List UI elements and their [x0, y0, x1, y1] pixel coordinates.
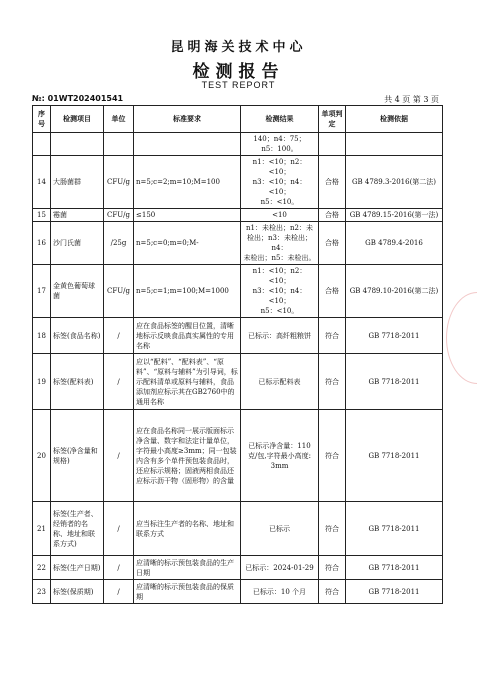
row-item: 标签(配料表) [51, 354, 104, 410]
row-no: 17 [33, 265, 51, 318]
header-unit: 单位 [104, 106, 134, 133]
row-unit: / [104, 354, 134, 410]
row-judgement: 符合 [319, 580, 346, 604]
header-no: 序号 [33, 106, 51, 133]
row-requirement: 应清晰的标示预包装食品的保质期 [134, 580, 241, 604]
table-row [33, 265, 443, 318]
row-no: 15 [33, 209, 51, 222]
header-item: 检测项目 [51, 106, 104, 133]
row-requirement: n=5;c=0;m=0;M- [134, 222, 241, 265]
row-basis: GB 4789.3-2016(第二法) [346, 156, 443, 209]
row-judgement: 合格 [319, 265, 346, 318]
page-info: 共 4 页 第 3 页 [384, 95, 439, 104]
row-item: 标签(保质期) [51, 580, 104, 604]
row-judgement: 符合 [319, 502, 346, 556]
row-unit: / [104, 410, 134, 502]
row-item: 标签(食品名称) [51, 318, 104, 354]
row-unit: /25g [104, 222, 134, 265]
row-item: 大肠菌群 [51, 156, 104, 209]
row-basis: GB 7718-2011 [346, 556, 443, 580]
row-no: 20 [33, 410, 51, 502]
row-judgement: 符合 [319, 410, 346, 502]
row-unit: CFU/g [104, 209, 134, 222]
row-requirement: 应当标注生产者的名称、地址和联系方式 [134, 502, 241, 556]
row-unit: / [104, 556, 134, 580]
row-no: 22 [33, 556, 51, 580]
header-result: 检测结果 [241, 106, 319, 133]
row-no: 23 [33, 580, 51, 604]
table-row [33, 222, 443, 265]
row-judgement: 符合 [319, 556, 346, 580]
row-no: 18 [33, 318, 51, 354]
report-title-english: TEST REPORT [201, 80, 276, 90]
test-results-table [32, 105, 443, 604]
carry-over-result: 140；n4：75； n5：100。 [241, 133, 319, 156]
table-row [33, 156, 443, 209]
row-unit: / [104, 318, 134, 354]
row-result: 已标示：2024-01-29 [241, 556, 319, 580]
row-requirement: 应以“配料”、“配料表”、“原料”、“原料与辅料”为引导词，标示配料清单或原料与辅料，食品添加剂应标示其在GB2760中的通用名称 [134, 354, 241, 410]
row-no: 19 [33, 354, 51, 410]
table-row [33, 318, 443, 354]
organization-name: 昆明海关技术中心 [170, 40, 307, 55]
row-judgement: 合格 [319, 209, 346, 222]
table-row [33, 580, 443, 604]
row-unit: / [104, 580, 134, 604]
row-item: 标签(净含量和规格) [51, 410, 104, 502]
table-row-carry-over [33, 133, 443, 156]
table-row [33, 556, 443, 580]
row-result: 已标示净含量：110 克/包,字符最小高度: 3mm [241, 410, 319, 502]
header-requirement: 标准要求 [134, 106, 241, 133]
row-requirement: 应在食品标签的醒目位置，清晰地标示反映食品真实属性的专用名称 [134, 318, 241, 354]
row-basis: GB 7718-2011 [346, 502, 443, 556]
row-no: 14 [33, 156, 51, 209]
row-item: 沙门氏菌 [51, 222, 104, 265]
row-result: <10 [241, 209, 319, 222]
table-row [33, 209, 443, 222]
row-judgement: 合格 [319, 156, 346, 209]
row-item: 金黄色葡萄球菌 [51, 265, 104, 318]
row-basis: GB 4789.10-2016(第二法) [346, 265, 443, 318]
table-header-row [33, 106, 443, 133]
row-item: 标签(生产日期) [51, 556, 104, 580]
row-basis: GB 4789.15-2016(第一法) [346, 209, 443, 222]
row-result: n1：未检出；n2：未 检出；n3：未检出；n4： 未检出；n5：未检出。 [241, 222, 319, 265]
table-row [33, 502, 443, 556]
row-requirement: n=5;c=2;m=10;M=100 [134, 156, 241, 209]
row-result: 已标示：高纤粗粮饼 [241, 318, 319, 354]
row-requirement: n=5;c=1;m=100;M=1000 [134, 265, 241, 318]
row-requirement: 应在食品名称同一展示版面标示净含量、数字和法定计量单位，字符最小高度≥3mm；同一包装内含有多个单件预包装食品时，还应标示规格；固液两相食品还应标示沥干物（固形物）的含量 [134, 410, 241, 502]
table-row [33, 410, 443, 502]
seal-stamp [446, 292, 477, 384]
row-requirement: ≤150 [134, 209, 241, 222]
row-unit: / [104, 502, 134, 556]
report-title: 检测报告 [192, 62, 285, 82]
row-unit: CFU/g [104, 265, 134, 318]
row-result: n1：<10；n2：<10； n3：<10；n4：<10； n5：<10。 [241, 265, 319, 318]
report-number: №: 01WT202401541 [32, 94, 124, 103]
row-judgement: 合格 [319, 222, 346, 265]
table-row [33, 354, 443, 410]
row-result: 已标示配料表 [241, 354, 319, 410]
row-unit: CFU/g [104, 156, 134, 209]
row-item: 标签(生产者、经销者的名称、地址和联系方式) [51, 502, 104, 556]
row-basis: GB 7718-2011 [346, 410, 443, 502]
row-result: n1：<10；n2：<10； n3：<10；n4：<10； n5：<10。 [241, 156, 319, 209]
row-basis: GB 7718-2011 [346, 354, 443, 410]
row-item: 霉菌 [51, 209, 104, 222]
row-judgement: 符合 [319, 354, 346, 410]
row-judgement: 符合 [319, 318, 346, 354]
row-basis: GB 4789.4-2016 [346, 222, 443, 265]
row-result: 已标示：10 个月 [241, 580, 319, 604]
row-requirement: 应清晰的标示预包装食品的生产日期 [134, 556, 241, 580]
row-no: 16 [33, 222, 51, 265]
row-basis: GB 7718-2011 [346, 580, 443, 604]
row-no: 21 [33, 502, 51, 556]
header-judgement: 单项判定 [319, 106, 346, 133]
row-basis: GB 7718-2011 [346, 318, 443, 354]
header-basis: 检测依据 [346, 106, 443, 133]
row-result: 已标示 [241, 502, 319, 556]
